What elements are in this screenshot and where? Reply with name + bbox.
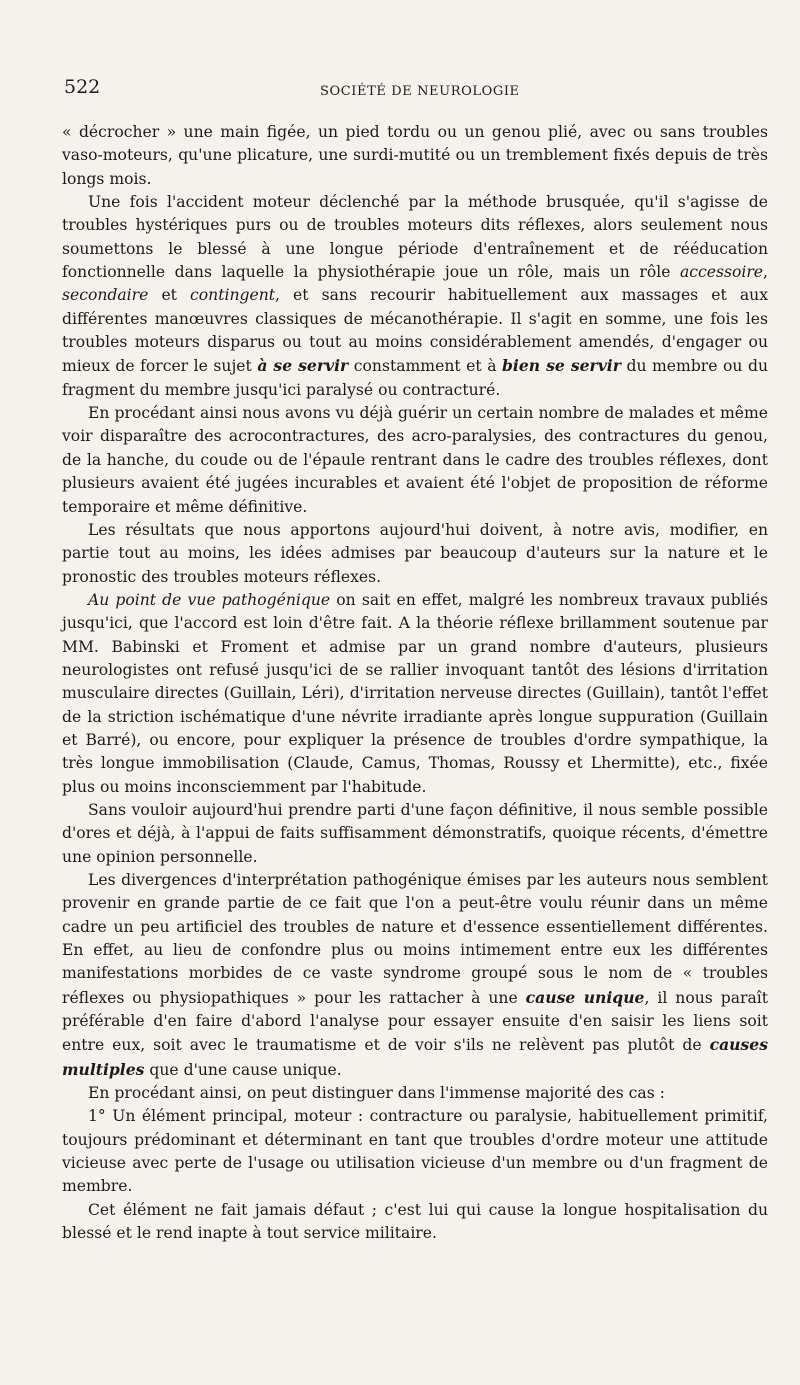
paragraph-p4 xyxy=(62,519,768,589)
paragraph-p7 xyxy=(62,869,768,1082)
text-segment: causes multiples xyxy=(62,1035,768,1079)
paragraph-p5 xyxy=(62,589,768,799)
text-segment: accessoire xyxy=(679,263,764,282)
text-segment: on sait en effet, malgré les nombreux travaux publiés jusqu'ici, que l'accord est loin d'être fait. A la théorie réflexe brillamment soutenue par MM. Babinski et Froment et admise par un grand nombre d'auteurs, plusieurs neurologistes ont refusé jusqu'ici de se rallier invoquant tantôt des lésions d'irritation musculaire directes (Guillain, Léri), d'irritation nerveuse directes (Guillain), tantôt l'effet de la striction ischématique d'une névrite irradiante après longue suppuration (Guillain et Barré), ou encore, pour expliquer la présence de troubles d'ordre sympathique, la très longue immobilisation (Claude, Camus, Thomas, Roussy et Lhermitte), etc., fixée plus ou moins inconsciemment par l'habitude. xyxy=(62,590,768,796)
text-segment: Une fois l'accident moteur déclenché par la méthode brusquée, qu'il s'agisse de troubles hystériques purs ou de troubles moteurs dits réflexes, alors seulement nous soumettons le blessé à une longue période d'entraînement et de rééducation fonctionnelle dans laquelle la physiothérapie joue un rôle, mais un rôle xyxy=(62,193,768,282)
text-segment: Les divergences d'interprétation pathogénique émises par les auteurs nous semblent provenir en grande partie de ce fait que l'on a peut-être voulu réunir dans un même cadre un peu artificiel des troubles de nature et d'essence essentiellement différentes. En effet, au lieu de confondre plus ou moins intimement entre eux les différentes manifestations morbides de ce vaste syndrome groupé sous le nom de « troubles réflexes ou physiopathiques » pour les rattacher à une xyxy=(62,871,768,1007)
text-segment: Cet élément ne fait jamais défaut ; c'est lui qui cause la longue hospitalisation du blessé et le rend inapte à tout service militaire. xyxy=(62,1200,768,1243)
text-segment: contingent xyxy=(190,286,276,305)
paragraph-p6 xyxy=(62,799,768,869)
text-segment: constamment et à xyxy=(348,357,503,376)
paragraph-p2 xyxy=(62,191,768,402)
running-title: SOCIÉTÉ DE NEUROLOGIE xyxy=(320,84,520,99)
text-segment: Les résultats que nous apportons aujourd'hui doivent, à notre avis, modifier, en partie tout au moins, les idées admises par beaucoup d'auteurs sur la nature et le pronostic des troubles moteurs réflexes. xyxy=(62,520,768,586)
text-segment: En procédant ainsi, on peut distinguer dans l'immense majorité des cas : xyxy=(88,1084,665,1103)
text-segment: , il nous paraît préférable d'en faire d'abord l'analyse pour essayer ensuite d'en saisir les liens soit entre eux, soit avec le traumatisme et de voir s'ils ne relèvent pas plutôt de xyxy=(62,988,769,1055)
page-number: 522 xyxy=(64,76,101,98)
paragraph-p3 xyxy=(62,402,768,519)
text-segment: « décrocher » une main figée, un pied tordu ou un genou plié, avec ou sans troubles vaso-moteurs, qu'une plicature, une surdi-mutité ou un tremblement fixés depuis de très longs mois. xyxy=(62,123,768,188)
text-segment: cause unique xyxy=(525,987,645,1007)
paragraph-p10 xyxy=(62,1199,768,1246)
text-segment: que d'une cause unique. xyxy=(144,1060,342,1079)
text-segment: Sans vouloir aujourd'hui prendre parti d'une façon définitive, il nous semble possible d'ores et déjà, à l'appui de faits suffisamment démonstratifs, quoique récents, d'émettre une opinion personnelle. xyxy=(62,800,768,866)
text-segment: , xyxy=(763,263,768,282)
text-segment: Au point de vue pathogénique xyxy=(88,590,331,609)
text-segment: , et sans recourir habituellement aux massages et aux différentes manœuvres classiques de mécanothérapie. Il s'agit en somme, une fois les troubles moteurs disparus ou tout au moins considérablement amendés, d'engager ou mieux de forcer le sujet xyxy=(62,286,768,376)
text-segment: et xyxy=(148,286,191,305)
body-text xyxy=(62,121,768,1246)
paragraph-p1 xyxy=(62,121,768,191)
text-segment: En procédant ainsi nous avons vu déjà guérir un certain nombre de malades et même voir disparaître des acrocontractures, des acro-paralysies, des contractures du genou, de la hanche, du coude ou de l'épaule rentrant dans le cadre des troubles réflexes, dont plusieurs avaient été jugées incurables et avaient été l'objet de proposition de réforme temporaire et même définitive. xyxy=(62,404,768,516)
paragraph-p9 xyxy=(62,1105,768,1198)
text-segment: secondaire xyxy=(62,286,149,305)
text-segment: à se servir xyxy=(257,356,349,376)
text-segment: du membre ou du fragment du membre jusqu'ici paralysé ou contracturé. xyxy=(62,357,769,399)
paragraph-p8 xyxy=(62,1082,768,1105)
text-segment: 1° Un élément principal, moteur : contracture ou paralysie, habituellement primitif, toujours prédominant et déterminant en tant que troubles d'ordre moteur une attitude vicieuse avec perte de l'usage ou utilisation vicieuse d'un membre ou d'un fragment de membre. xyxy=(62,1107,768,1196)
text-segment: bien se servir xyxy=(502,356,621,376)
